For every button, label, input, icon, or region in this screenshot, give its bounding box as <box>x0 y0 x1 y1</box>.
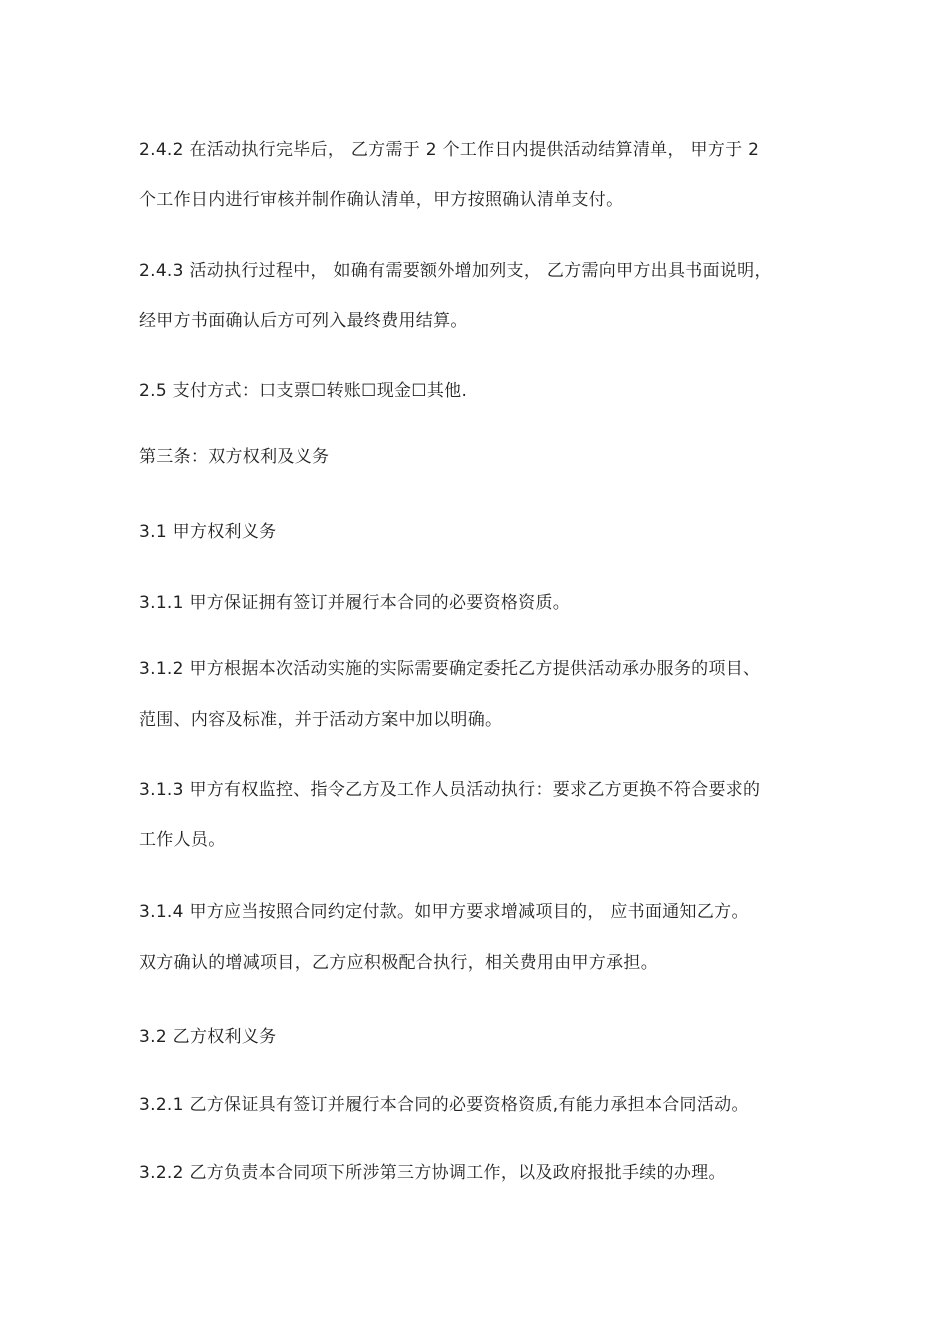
text-line: 3.1.3 甲方有权监控、指令乙方及工作人员活动执行：要求乙方更换不符合要求的 <box>139 780 761 800</box>
text-line: 范围、内容及标准，并于活动方案中加以明确。 <box>139 710 503 730</box>
text-line: 工作人员。 <box>139 830 226 850</box>
text-line: 3.2.1 乙方保证具有签订并履行本合同的必要资格资质,有能力承担本合同活动。 <box>139 1095 749 1115</box>
text-line: 3.1.2 甲方根据本次活动实施的实际需要确定委托乙方提供活动承办服务的项目、 <box>139 659 761 679</box>
section-heading: 第三条：双方权利及义务 <box>139 447 330 467</box>
text-line: 2.4.3 活动执行过程中， 如确有需要额外增加列支， 乙方需向甲方出具书面说明， <box>139 261 772 281</box>
text-line: 2.4.2 在活动执行完毕后， 乙方需于 2 个工作日内提供活动结算清单， 甲方于 2 <box>139 140 760 160</box>
text-line: 2.5 支付方式：口支票☐转账☐现金☐其他. <box>139 381 468 401</box>
subsection-heading: 3.1 甲方权利义务 <box>139 522 277 542</box>
text-line: 3.1.4 甲方应当按照合同约定付款。如甲方要求增减项目的， 应书面通知乙方。 <box>139 902 749 922</box>
text-line: 经甲方书面确认后方可列入最终费用结算。 <box>139 311 468 331</box>
subsection-heading: 3.2 乙方权利义务 <box>139 1027 277 1047</box>
text-line: 双方确认的增减项目，乙方应积极配合执行，相关费用由甲方承担。 <box>139 953 658 973</box>
text-line: 个工作日内进行审核并制作确认清单，甲方按照确认清单支付。 <box>139 190 624 210</box>
text-line: 3.2.2 乙方负责本合同项下所涉第三方协调工作，以及政府报批手续的办理。 <box>139 1163 726 1183</box>
text-line: 3.1.1 甲方保证拥有签订并履行本合同的必要资格资质。 <box>139 593 571 613</box>
